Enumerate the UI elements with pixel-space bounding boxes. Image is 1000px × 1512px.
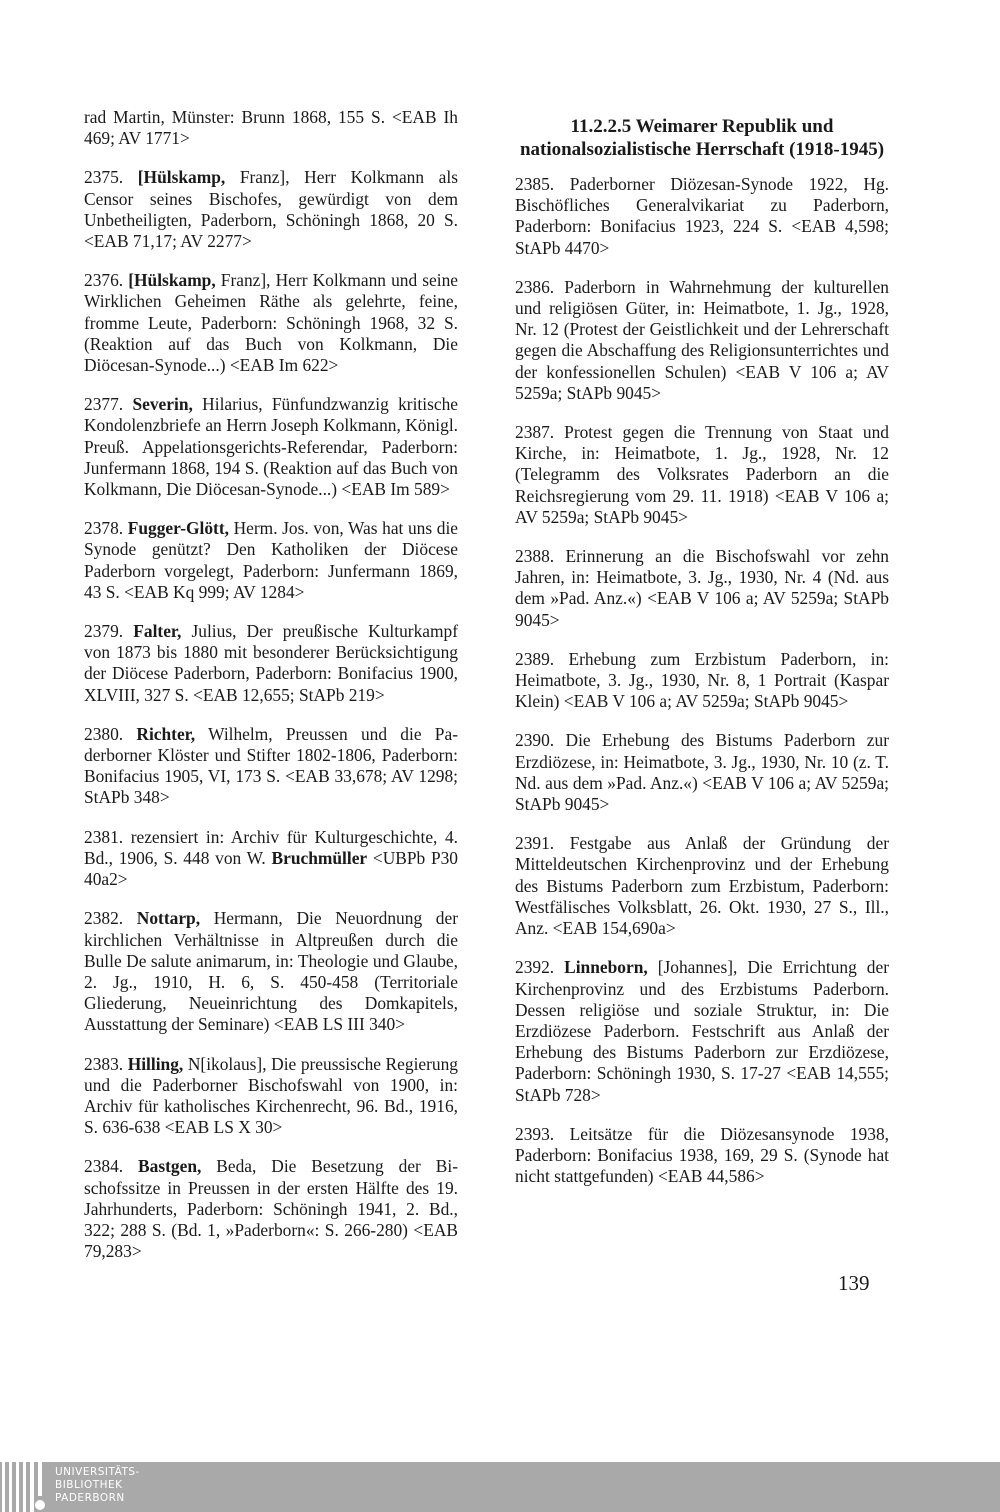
- author-name: [Hülskamp,: [128, 270, 216, 291]
- author-name: Richter,: [136, 723, 196, 744]
- author-name: Hilling,: [127, 1053, 184, 1074]
- author-name: [Hülskamp,: [137, 167, 226, 188]
- page-number: 139: [838, 1271, 870, 1295]
- bibliography-entry-2379: 2379. Falter, Julius, Der preußische Kulturkampf von 1873 bis 1880 mit besonderer Berücksichtigung der Diöcese Paderborn, Paderborn: Bonifacius 1900, XLVIII, 327 S. <EAB 12,655; StAPb 219>: [84, 621, 458, 705]
- bibliography-entry-2382: 2382. Nottarp, Hermann, Die Neuordnung der kirchlichen Verhältnisse in Altpreußen durch die Bulle De salute animarum, in: Theologie und Glaube, 2. Jg., 1910, H. 6, S. 450-458 (Territoriale Gliederung, Neueinrichtung des Domkapitels, Ausstattung der Seminare) <EAB LS III 340>: [84, 908, 458, 1035]
- left-column: [84, 107, 458, 1280]
- bibliography-entry-2386: 2386. Paderborn in Wahrnehmung der kulturellen und religiösen Güter, in: Heimatbote, 1. Jg., 1928, Nr. 12 (Protest der Geistlichkeit und der Lehrerschaft gegen die Abschaffung des Religionsunterrichtes und der konfessionellen Schulen) <EAB V 106 a; AV 5259a; StAPb 9045>: [515, 276, 889, 403]
- bibliography-entry-2376: 2376. [Hülskamp, Franz], Herr Kolkmann und seine Wirklichen Geheimen Räthe als gelehrte, feine, fromme Leute, Paderborn: Schöningh 1968, 32 S. (Reaktion auf das Buch von Kolkmann, Die Diöcesan-Synode...) <EAB Im 622>: [84, 270, 458, 376]
- right-column: [515, 115, 889, 1205]
- bibliography-entry-2375: 2375. [Hülskamp, Franz], Herr Kolkmann als Censor seines Bischofes, gewürdigt von dem Unbetheiligten, Paderborn, Schöningh 1868, 20 S. <EAB 71,17; AV 2277>: [84, 167, 458, 252]
- author-name: Falter,: [133, 621, 182, 642]
- author-name: Linneborn,: [564, 957, 648, 978]
- bibliography-entry-2381: 2381. rezensiert in: Archiv für Kulturgeschichte, 4. Bd., 1906, S. 448 von W. Bruchmüller <UBPb P30 40a2>: [84, 826, 459, 890]
- author-name: Bruchmüller: [271, 847, 368, 868]
- bibliography-entry-2377: 2377. Severin, Hilarius, Fünfundzwanzig kritische Kondolenzbriefe an Herrn Joseph Kolkmann, Königl. Preuß. Appelationsgerichts-Referendar, Paderborn: Junfermann 1868, 194 S. (Reaktion auf das Buch von Kolkmann, Die Diöcesan-Synode...) <EAB Im 589>: [84, 394, 458, 500]
- author-name: Nottarp,: [136, 908, 201, 929]
- bibliography-entry-2389: 2389. Erhebung zum Erzbistum Paderborn, in: Heimatbote, 3. Jg., 1930, Nr. 8, 1 Portrait (Kaspar Klein) <EAB V 106 a; AV 5259a; StAPb 9045>: [515, 648, 889, 712]
- author-name: Fugger-Glött,: [127, 518, 229, 539]
- section-heading: 11.2.2.5 Weimarer Republik und nationalsozialistische Herrschaft (1918-1945): [519, 116, 885, 160]
- bibliography-entry-2383: 2383. Hilling, N[ikolaus], Die preussische Regierung und die Paderborner Bischofswahl von 1900, in: Archiv für katholisches Kirchenrecht, 96. Bd., 1916, S. 636-638 <EAB LS X 30>: [84, 1053, 458, 1138]
- bibliography-entry-2393: 2393. Leitsätze für die Diözesansynode 1938, Paderborn: Bonifacius 1938, 169, 29 S. (Synode hat nicht stattgefunden) <EAB 44,586>: [515, 1123, 889, 1187]
- bibliography-entry-2385: 2385. Paderborner Diözesan-Synode 1922, Hg. Bischöfliches Generalvikariat zu Paderborn, Paderborn: Bonifacius 1923, 224 S. <EAB 4,598; StAPb 4470>: [515, 174, 889, 258]
- bibliography-entry-2392: 2392. Linneborn, [Johannes], Die Errichtung der Kirchenprovinz und des Erzbistums Paderborn. Dessen religiöse und soziale Struktur, in: Die Erzdiözese Paderborn. Festschrift aus Anlaß der Erhebung des Bistums Paderborn zur Erzdiözese, Paderborn: Schöningh 1930, S. 17-27 <EAB 14,555; StAPb 728>: [515, 957, 889, 1105]
- bibliography-entry-2390: 2390. Die Erhebung des Bistums Paderborn zur Erzdiözese, in: Heimatbote, 3. Jg., 1930, Nr. 10 (z. T. Nd. aus dem »Pad. Anz.«) <EAB V 106 a; AV 5259a; StAPb 9045>: [515, 730, 889, 815]
- library-bars-logo-icon: [0, 1462, 60, 1512]
- library-dot-icon: [35, 1500, 45, 1510]
- bibliography-entry: rad Martin, Münster: Brunn 1868, 155 S. <EAB Ih 469; AV 1771>: [84, 107, 458, 149]
- library-footer-bar: [0, 1462, 1000, 1512]
- bibliography-entry-2378: 2378. Fugger-Glött, Herm. Jos. von, Was hat uns die Synode genützt? Den Katholiken der Diöcese Paderborn vorgelegt, Paderborn: Junfermann 1869, 43 S. <EAB Kq 999; AV 1284>: [84, 518, 458, 602]
- bibliography-entry-2391: 2391. Festgabe aus Anlaß der Gründung der Mitteldeutschen Kirchenprovinz und der Erhebung des Bistums Paderborn zum Erzbistum, Paderborn: Westfälisches Volksblatt, 26. Okt. 1930, 27 S., Ill., Anz. <EAB 154,690a>: [515, 833, 889, 939]
- bibliography-entry-2380: 2380. Richter, Wilhelm, Preussen und die Paderborner Klöster und Stifter 1802-1806, Paderborn: Bonifacius 1905, VI, 173 S. <EAB 33,678; AV 1298; StAPb 348>: [84, 723, 458, 808]
- library-name: UNIVERSITÄTS- BIBLIOTHEK PADERBORN: [55, 1466, 140, 1504]
- author-name: Bastgen,: [138, 1156, 202, 1177]
- author-name: Severin,: [132, 394, 193, 415]
- bibliography-entry-2388: 2388. Erinnerung an die Bischofswahl vor zehn Jahren, in: Heimatbote, 3. Jg., 1930, Nr. 4 (Nd. aus dem »Pad. Anz.«) <EAB V 106 a; AV 5259a; StAPb 9045>: [515, 546, 889, 630]
- bibliography-entry-2387: 2387. Protest gegen die Trennung von Staat und Kirche, in: Heimatbote, 1. Jg., 1928, Nr. 12 (Telegramm des Volksrates Paderborn an die Reichsregierung vom 29. 11. 1918) <EAB V 106 a; AV 5259a; StAPb 9045>: [515, 422, 889, 527]
- bibliography-entry-2384: 2384. Bastgen, Beda, Die Besetzung der Bischofssitze in Preussen in der ersten Hälfte des 19. Jahrhunderts, Paderborn: Schöningh 1941, 2. Bd., 322; 288 S. (Bd. 1, »Paderborn«: S. 266-280) <EAB 79,283>: [84, 1156, 458, 1262]
